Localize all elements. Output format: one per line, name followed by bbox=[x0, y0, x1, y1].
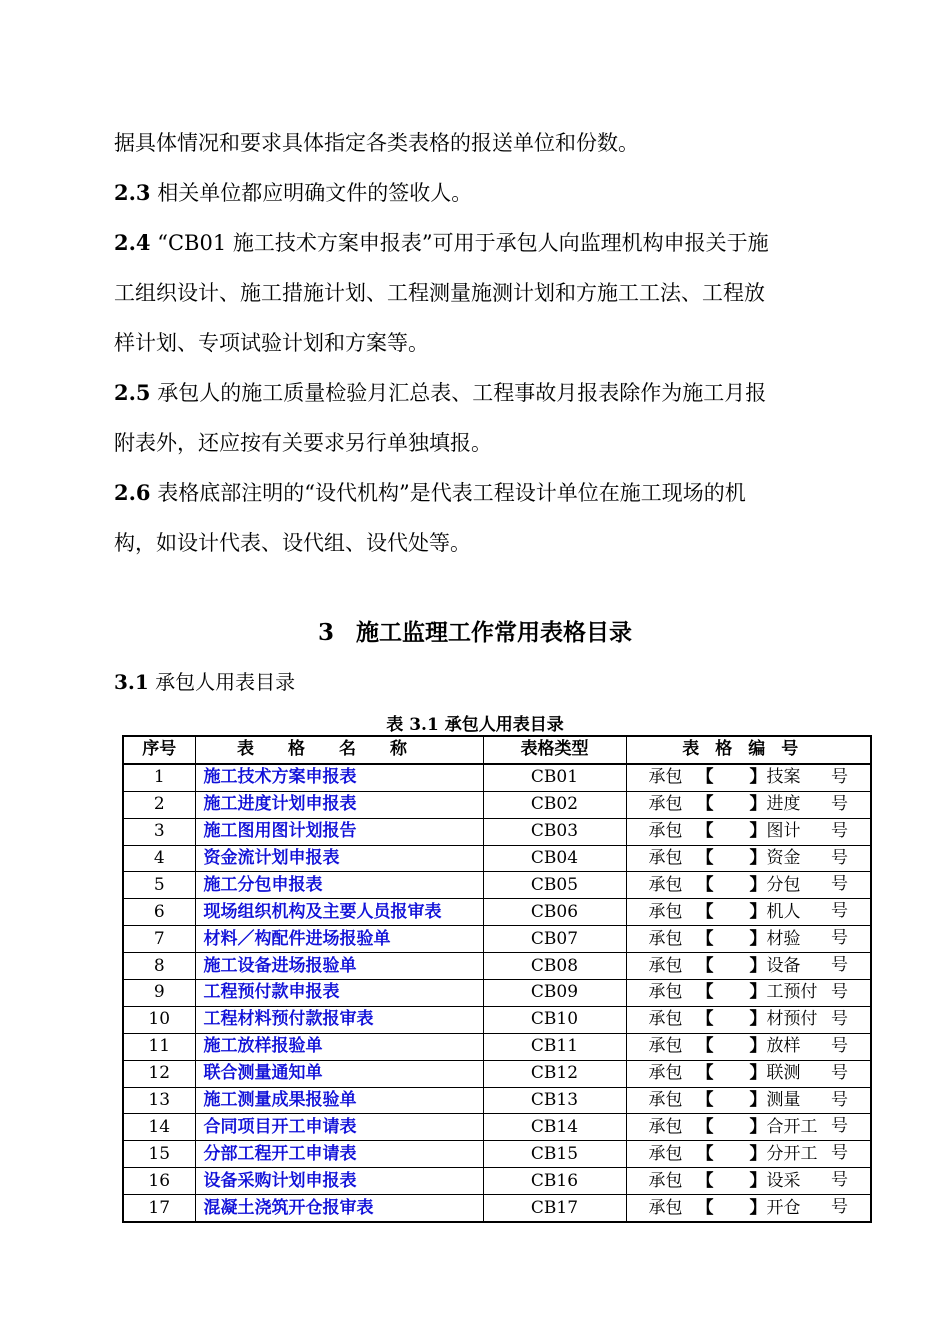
paragraph-line: 表格底部注明的“设代机构”是代表工程设计单位在施工现场的机 bbox=[150, 481, 746, 505]
form-type: CB17 bbox=[483, 1195, 626, 1222]
code-prefix: 承包 bbox=[648, 955, 683, 976]
form-name-link[interactable]: 施工技术方案申报表 bbox=[195, 764, 483, 791]
table-row bbox=[123, 1168, 871, 1195]
code-prefix: 承包 bbox=[648, 1090, 683, 1111]
form-name-link[interactable]: 施工放样报验单 bbox=[195, 1033, 483, 1060]
row-index: 2 bbox=[123, 791, 195, 818]
form-code bbox=[626, 1033, 871, 1060]
table-row bbox=[123, 1087, 871, 1114]
table-row bbox=[123, 1195, 871, 1222]
paragraph-line: 工组织设计、施工措施计划、工程测量施测计划和方施工工法、工程放 bbox=[114, 281, 765, 305]
code-bracket-open: 【 bbox=[696, 1090, 714, 1111]
row-index: 10 bbox=[123, 1006, 195, 1033]
header-type: 表格类型 bbox=[483, 736, 626, 764]
paragraph-number: 2.4 bbox=[114, 230, 151, 255]
form-type: CB15 bbox=[483, 1141, 626, 1168]
form-code bbox=[626, 1195, 871, 1222]
code-prefix: 承包 bbox=[648, 1116, 683, 1137]
code-abbrev: 联测 bbox=[766, 1063, 801, 1084]
code-bracket-open: 【 bbox=[696, 794, 714, 815]
code-suffix: 号 bbox=[831, 982, 848, 1003]
section-number: 3 bbox=[317, 619, 334, 646]
row-index: 8 bbox=[123, 953, 195, 980]
form-code bbox=[626, 764, 871, 791]
code-bracket-close: 】 bbox=[749, 1170, 767, 1191]
table-row bbox=[123, 926, 871, 953]
form-name-link[interactable]: 材料／构配件进场报验单 bbox=[195, 926, 483, 953]
table-row bbox=[123, 1060, 871, 1087]
code-suffix: 号 bbox=[831, 901, 848, 922]
code-abbrev: 材验 bbox=[766, 928, 801, 949]
subsection-number: 3.1 bbox=[114, 670, 149, 694]
form-code bbox=[626, 1087, 871, 1114]
table-header-row bbox=[123, 736, 871, 764]
code-bracket-open: 【 bbox=[696, 1197, 714, 1218]
form-type: CB06 bbox=[483, 899, 626, 926]
form-name-link[interactable]: 施工分包申报表 bbox=[195, 872, 483, 899]
code-abbrev: 分开工 bbox=[766, 1143, 818, 1164]
code-suffix: 号 bbox=[831, 1143, 848, 1164]
code-suffix: 号 bbox=[831, 766, 848, 787]
form-type: CB13 bbox=[483, 1087, 626, 1114]
table-caption: 表 3.1 承包人用表目录 bbox=[386, 715, 564, 735]
paragraph-number: 2.5 bbox=[114, 380, 151, 405]
code-suffix: 号 bbox=[831, 928, 848, 949]
paragraph-line: 承包人的施工质量检验月汇总表、工程事故月报表除作为施工月报 bbox=[150, 381, 767, 405]
code-abbrev: 合开工 bbox=[766, 1116, 818, 1137]
code-bracket-close: 】 bbox=[749, 848, 767, 868]
code-bracket-close: 】 bbox=[749, 1009, 767, 1030]
code-prefix: 承包 bbox=[648, 1036, 683, 1057]
code-suffix: 号 bbox=[831, 1008, 848, 1029]
code-suffix: 号 bbox=[831, 1197, 848, 1218]
form-type: CB14 bbox=[483, 1114, 626, 1141]
paragraph-line: 据具体情况和要求具体指定各类表格的报送单位和份数。 bbox=[114, 131, 639, 155]
paragraph-number: 2.3 bbox=[114, 180, 151, 205]
table-row bbox=[123, 1006, 871, 1033]
code-prefix: 承包 bbox=[648, 1197, 683, 1218]
code-abbrev: 图计 bbox=[766, 821, 801, 842]
header-index: 序号 bbox=[123, 736, 195, 764]
row-index: 9 bbox=[123, 980, 195, 1007]
code-bracket-open: 【 bbox=[696, 848, 714, 868]
form-name-link[interactable]: 资金流计划申报表 bbox=[195, 845, 483, 872]
code-abbrev: 测量 bbox=[766, 1090, 801, 1111]
form-name-link[interactable]: 施工设备进场报验单 bbox=[195, 953, 483, 980]
paragraph-line: “CB01 施工技术方案申报表”可用于承包人向监理机构申报关于施 bbox=[150, 231, 769, 255]
code-bracket-close: 】 bbox=[749, 767, 767, 788]
code-prefix: 承包 bbox=[648, 794, 683, 815]
row-index: 14 bbox=[123, 1114, 195, 1141]
row-index: 16 bbox=[123, 1168, 195, 1195]
code-suffix: 号 bbox=[831, 793, 848, 814]
code-bracket-open: 【 bbox=[696, 821, 714, 842]
code-prefix: 承包 bbox=[648, 1009, 683, 1030]
code-bracket-close: 】 bbox=[749, 1143, 767, 1164]
code-bracket-open: 【 bbox=[696, 1143, 714, 1164]
row-index: 11 bbox=[123, 1033, 195, 1060]
code-bracket-open: 【 bbox=[696, 901, 714, 922]
code-abbrev: 分包 bbox=[766, 874, 801, 895]
code-bracket-close: 】 bbox=[749, 1116, 767, 1137]
code-bracket-close: 】 bbox=[749, 955, 767, 976]
code-prefix: 承包 bbox=[648, 982, 683, 1003]
forms-table bbox=[122, 735, 872, 1223]
form-code bbox=[626, 899, 871, 926]
header-name: 表格名称 bbox=[195, 736, 483, 764]
table-row bbox=[123, 1114, 871, 1141]
form-code bbox=[626, 980, 871, 1007]
table-row bbox=[123, 845, 871, 872]
paragraph bbox=[114, 218, 859, 368]
code-bracket-close: 】 bbox=[749, 874, 767, 895]
form-code bbox=[626, 1006, 871, 1033]
form-code bbox=[626, 872, 871, 899]
form-code bbox=[626, 1141, 871, 1168]
paragraph bbox=[114, 468, 859, 568]
code-suffix: 号 bbox=[831, 1035, 848, 1056]
row-index: 5 bbox=[123, 872, 195, 899]
paragraph-line: 样计划、专项试验计划和方案等。 bbox=[114, 331, 429, 355]
paragraph bbox=[114, 168, 859, 218]
code-prefix: 承包 bbox=[648, 767, 683, 788]
code-abbrev: 工预付 bbox=[766, 982, 818, 1003]
code-abbrev: 技案 bbox=[766, 767, 801, 788]
subsection-heading bbox=[114, 666, 295, 695]
form-code bbox=[626, 953, 871, 980]
table-row bbox=[123, 980, 871, 1007]
form-name-link[interactable]: 设备采购计划申报表 bbox=[195, 1168, 483, 1195]
code-bracket-open: 【 bbox=[696, 1036, 714, 1057]
form-type: CB08 bbox=[483, 953, 626, 980]
row-index: 17 bbox=[123, 1195, 195, 1222]
table-row bbox=[123, 872, 871, 899]
form-code bbox=[626, 1060, 871, 1087]
form-type: CB10 bbox=[483, 1006, 626, 1033]
form-code bbox=[626, 791, 871, 818]
form-type: CB16 bbox=[483, 1168, 626, 1195]
code-prefix: 承包 bbox=[648, 821, 683, 842]
code-abbrev: 资金 bbox=[766, 848, 801, 868]
code-prefix: 承包 bbox=[648, 928, 683, 949]
form-code bbox=[626, 926, 871, 953]
form-name-link[interactable]: 施工测量成果报验单 bbox=[195, 1087, 483, 1114]
form-code bbox=[626, 1168, 871, 1195]
row-index: 1 bbox=[123, 764, 195, 791]
code-prefix: 承包 bbox=[648, 1170, 683, 1191]
code-suffix: 号 bbox=[831, 874, 848, 895]
form-name-link[interactable]: 分部工程开工申请表 bbox=[195, 1141, 483, 1168]
paragraph bbox=[114, 368, 859, 468]
table-row bbox=[123, 764, 871, 791]
row-index: 7 bbox=[123, 926, 195, 953]
paragraph-line: 构，如设计代表、设代组、设代处等。 bbox=[114, 531, 471, 555]
code-bracket-open: 【 bbox=[696, 982, 714, 1003]
paragraph-line: 附表外，还应按有关要求另行单独填报。 bbox=[114, 431, 492, 455]
table-row bbox=[123, 1141, 871, 1168]
code-bracket-open: 【 bbox=[696, 1170, 714, 1191]
code-prefix: 承包 bbox=[648, 1063, 683, 1084]
form-code bbox=[626, 845, 871, 872]
form-type: CB04 bbox=[483, 845, 626, 872]
code-abbrev: 开仓 bbox=[766, 1197, 801, 1218]
table-row bbox=[123, 899, 871, 926]
form-name-link[interactable]: 施工图用图计划报告 bbox=[195, 818, 483, 845]
row-index: 4 bbox=[123, 845, 195, 872]
form-type: CB01 bbox=[483, 764, 626, 791]
form-type: CB12 bbox=[483, 1060, 626, 1087]
code-suffix: 号 bbox=[831, 1089, 848, 1110]
code-prefix: 承包 bbox=[648, 874, 683, 895]
code-bracket-open: 【 bbox=[696, 874, 714, 895]
form-name-link[interactable]: 合同项目开工申请表 bbox=[195, 1114, 483, 1141]
code-suffix: 号 bbox=[831, 847, 848, 868]
form-name-link[interactable]: 工程预付款申报表 bbox=[195, 980, 483, 1007]
code-abbrev: 进度 bbox=[766, 794, 801, 815]
code-bracket-close: 】 bbox=[749, 1090, 767, 1111]
code-suffix: 号 bbox=[831, 1062, 848, 1083]
code-suffix: 号 bbox=[831, 820, 848, 841]
paragraph-number: 2.6 bbox=[114, 480, 151, 505]
code-bracket-close: 】 bbox=[749, 928, 767, 949]
form-code bbox=[626, 1114, 871, 1141]
code-abbrev: 机人 bbox=[766, 901, 801, 922]
row-index: 12 bbox=[123, 1060, 195, 1087]
form-code bbox=[626, 818, 871, 845]
subsection-title: 承包人用表目录 bbox=[148, 670, 296, 694]
code-bracket-open: 【 bbox=[696, 1063, 714, 1084]
form-type: CB09 bbox=[483, 980, 626, 1007]
form-type: CB07 bbox=[483, 926, 626, 953]
code-bracket-close: 】 bbox=[749, 1063, 767, 1084]
form-name-link[interactable]: 联合测量通知单 bbox=[195, 1060, 483, 1087]
code-prefix: 承包 bbox=[648, 901, 683, 922]
row-index: 15 bbox=[123, 1141, 195, 1168]
code-bracket-open: 【 bbox=[696, 928, 714, 949]
section-title: 施工监理工作常用表格目录 bbox=[356, 619, 632, 646]
table-row bbox=[123, 953, 871, 980]
code-bracket-close: 】 bbox=[749, 794, 767, 815]
paragraph bbox=[114, 118, 859, 168]
code-bracket-open: 【 bbox=[696, 767, 714, 788]
code-abbrev: 放样 bbox=[766, 1036, 801, 1057]
code-abbrev: 材预付 bbox=[766, 1009, 818, 1030]
code-bracket-close: 】 bbox=[749, 1197, 767, 1218]
code-bracket-open: 【 bbox=[696, 1009, 714, 1030]
header-code: 表格编号 bbox=[626, 736, 871, 764]
table-row bbox=[123, 1033, 871, 1060]
code-bracket-open: 【 bbox=[696, 1116, 714, 1137]
code-suffix: 号 bbox=[831, 1116, 848, 1137]
code-bracket-close: 】 bbox=[749, 1036, 767, 1057]
form-type: CB03 bbox=[483, 818, 626, 845]
code-prefix: 承包 bbox=[648, 848, 683, 868]
code-abbrev: 设备 bbox=[766, 955, 801, 976]
form-type: CB05 bbox=[483, 872, 626, 899]
code-abbrev: 设采 bbox=[766, 1170, 801, 1191]
form-name-link[interactable]: 混凝土浇筑开仓报审表 bbox=[195, 1195, 483, 1222]
row-index: 3 bbox=[123, 818, 195, 845]
code-prefix: 承包 bbox=[648, 1143, 683, 1164]
code-bracket-close: 】 bbox=[749, 901, 767, 922]
code-bracket-open: 【 bbox=[696, 955, 714, 976]
code-suffix: 号 bbox=[831, 1170, 848, 1191]
form-name-link[interactable]: 现场组织机构及主要人员报审表 bbox=[195, 899, 483, 926]
code-bracket-close: 】 bbox=[749, 821, 767, 842]
row-index: 6 bbox=[123, 899, 195, 926]
code-suffix: 号 bbox=[831, 955, 848, 976]
form-name-link[interactable]: 工程材料预付款报审表 bbox=[195, 1006, 483, 1033]
paragraph-line: 相关单位都应明确文件的签收人。 bbox=[150, 181, 473, 205]
form-type: CB02 bbox=[483, 791, 626, 818]
form-type: CB11 bbox=[483, 1033, 626, 1060]
table-row bbox=[123, 791, 871, 818]
row-index: 13 bbox=[123, 1087, 195, 1114]
section-heading bbox=[0, 614, 950, 647]
form-name-link[interactable]: 施工进度计划申报表 bbox=[195, 791, 483, 818]
table-row bbox=[123, 818, 871, 845]
code-bracket-close: 】 bbox=[749, 982, 767, 1003]
